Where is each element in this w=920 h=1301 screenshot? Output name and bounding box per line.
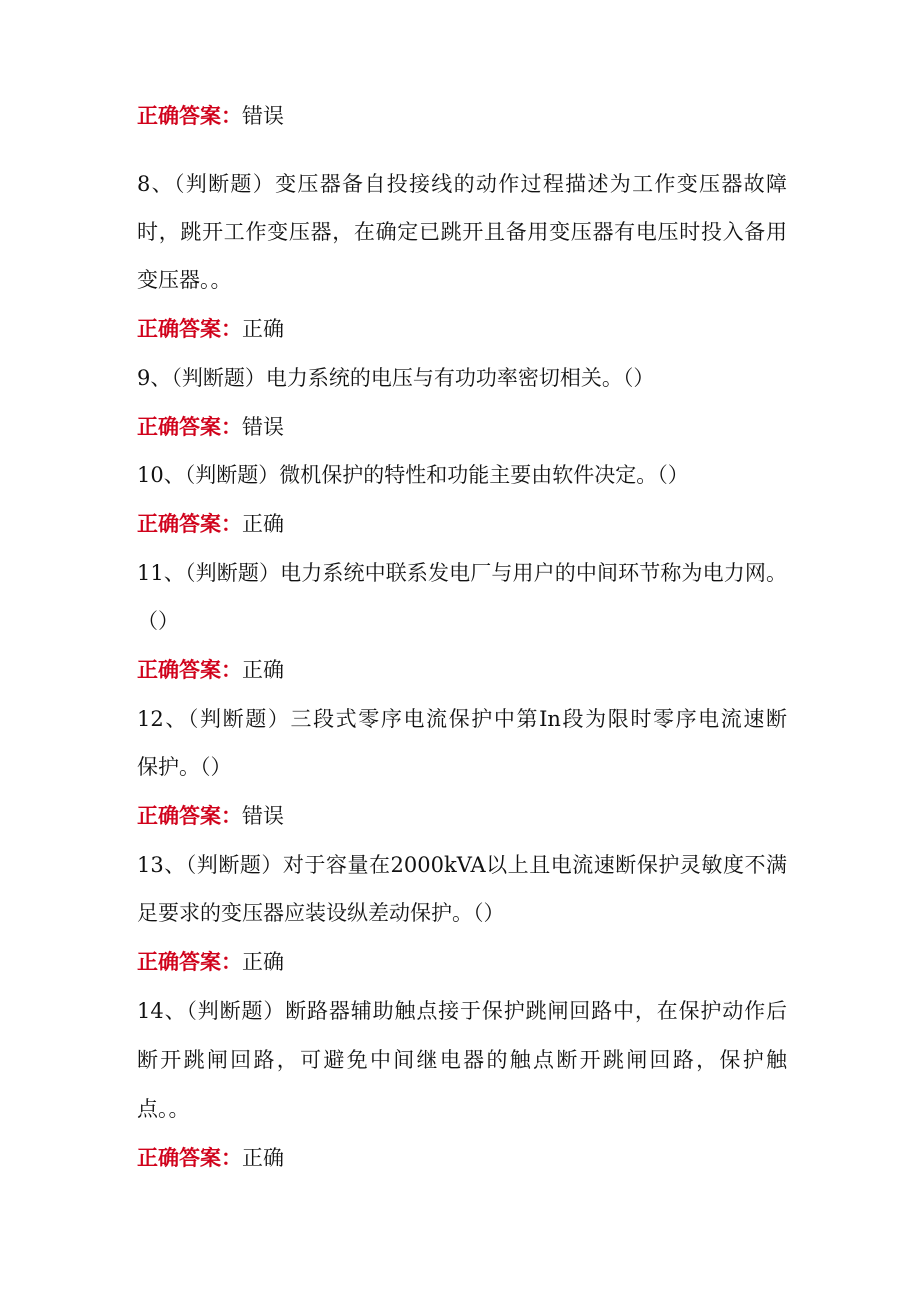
answer-label: 正确答案： <box>137 950 242 974</box>
answer-line <box>137 414 787 440</box>
answer-value: 正确 <box>242 658 284 682</box>
question-12-line-2: 保护。（） <box>137 755 232 779</box>
answer-label: 正确答案： <box>137 512 242 536</box>
answer-label: 正确答案： <box>137 104 242 128</box>
answer-label: 正确答案： <box>137 804 242 828</box>
question-11-line-2: （） <box>137 609 179 633</box>
question-8-line-3: 变压器。。 <box>137 268 232 292</box>
answer-value: 错误 <box>242 104 284 128</box>
answer-line <box>137 316 787 342</box>
answer-label: 正确答案： <box>137 415 242 439</box>
question-10-line-1: 10、（判断题）微机保护的特性和功能主要由软件决定。（） <box>137 463 689 487</box>
question-8-line-2: 时，跳开工作变压器，在确定已跳开且备用变压器有电压时投入备用 <box>137 220 787 244</box>
answer-value: 正确 <box>242 950 284 974</box>
answer-value: 正确 <box>242 1146 284 1170</box>
question-13-line-1: 13、（判断题）对于容量在2000kVA以上且电流速断保护灵敏度不满 <box>137 853 787 877</box>
answer-label: 正确答案： <box>137 1146 242 1170</box>
answer-line <box>137 511 787 537</box>
question-14-line-3: 点。。 <box>137 1097 190 1121</box>
question-13-line-2: 足要求的变压器应装设纵差动保护。（） <box>137 901 505 925</box>
answer-line <box>137 1145 787 1171</box>
answer-label: 正确答案： <box>137 658 242 682</box>
answer-value: 正确 <box>242 317 284 341</box>
answer-value: 错误 <box>242 415 284 439</box>
answer-value: 正确 <box>242 512 284 536</box>
answer-value: 错误 <box>242 804 284 828</box>
answer-line <box>137 103 787 129</box>
answer-line <box>137 949 787 975</box>
question-8-line-1: 8、（判断题）变压器备自投接线的动作过程描述为工作变压器故障 <box>137 172 787 196</box>
question-9-line-1: 9、（判断题）电力系统的电压与有功功率密切相关。（） <box>137 366 655 390</box>
question-11-line-1: 11、（判断题）电力系统中联系发电厂与用户的中间环节称为电力网。 <box>137 561 787 585</box>
question-12-line-1: 12、（判断题）三段式零序电流保护中第In段为限时零序电流速断 <box>137 707 787 731</box>
question-14-line-1: 14、（判断题）断路器辅助触点接于保护跳闸回路中，在保护动作后 <box>137 999 787 1023</box>
question-14-line-2: 断开跳闸回路，可避免中间继电器的触点断开跳闸回路，保护触 <box>137 1048 787 1072</box>
answer-line <box>137 803 787 829</box>
answer-line <box>137 657 787 683</box>
answer-label: 正确答案： <box>137 317 242 341</box>
